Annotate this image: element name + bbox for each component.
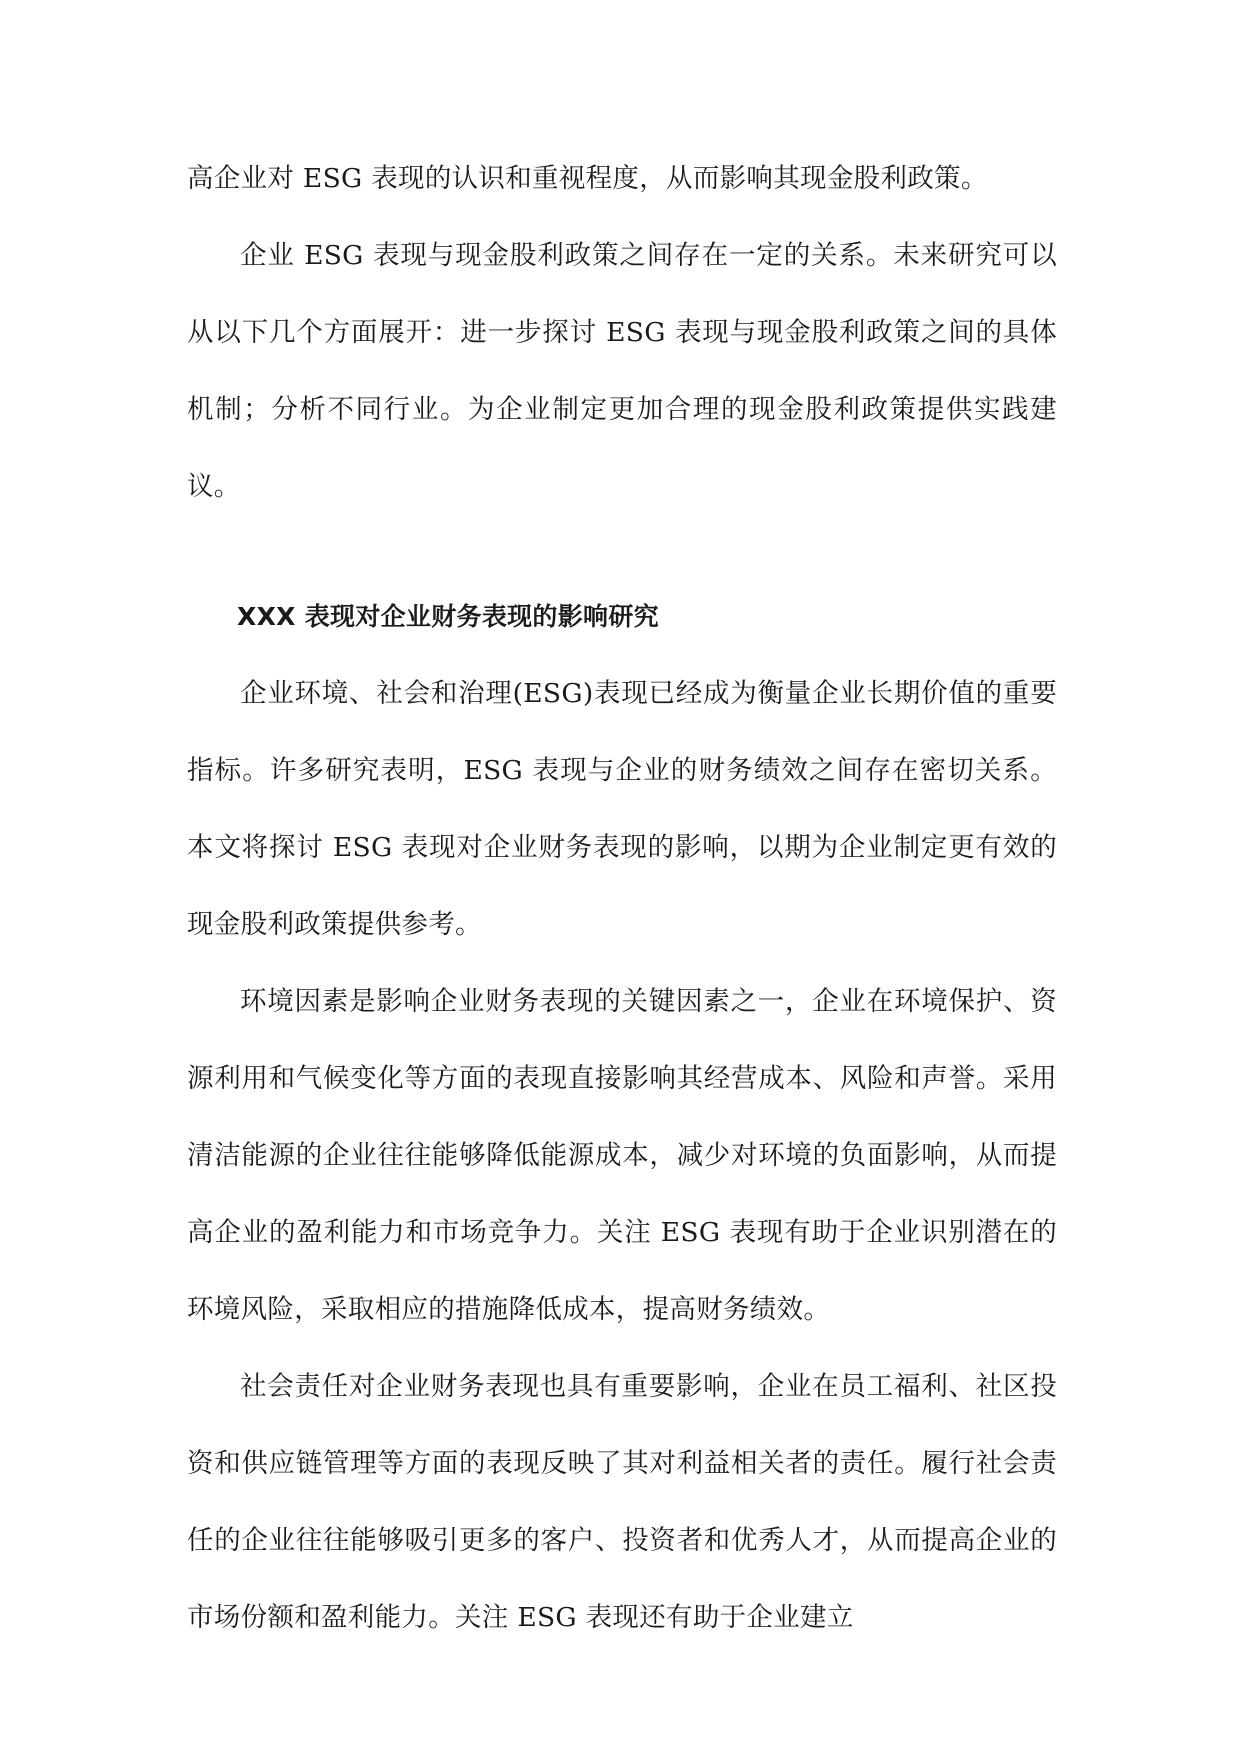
section-heading: XXX 表现对企业财务表现的影响研究: [237, 602, 659, 631]
paragraph-environmental-factors: 环境因素是影响企业财务表现的关键因素之一，企业在环境保护、资源利用和气候变化等方面的表现直接影响其经营成本、风险和声誉。采用清洁能源的企业往往能够降低能源成本，减少对环境的负面影响，从而提高企业的盈利能力和市场竞争力。关注 ESG 表现有助于企业识别潜在的环境风险，采取相应的措施降低成本，提高财务绩效。: [187, 986, 1057, 1325]
paragraph-social-responsibility: 社会责任对企业财务表现也具有重要影响，企业在员工福利、社区投资和供应链管理等方面的表现反映了其对利益相关者的责任。履行社会责任的企业往往能够吸引更多的客户、投资者和优秀人才，从而提高企业的市场份额和盈利能力。关注 ESG 表现还有助于企业建立: [187, 1371, 1057, 1633]
document-body: [187, 140, 1057, 1656]
paragraph-esg-dividend-relationship: 企业 ESG 表现与现金股利政策之间存在一定的关系。未来研究可以从以下几个方面展开：进一步探讨 ESG 表现与现金股利政策之间的具体机制；分析不同行业。为企业制定更加合理的现金股利政策提供实践建议。: [187, 240, 1057, 502]
paragraph-introduction: 企业环境、社会和治理(ESG)表现已经成为衡量企业长期价值的重要指标。许多研究表明，ESG 表现与企业的财务绩效之间存在密切关系。本文将探讨 ESG 表现对企业财务表现的影响，以期为企业制定更有效的现金股利政策提供参考。: [187, 678, 1057, 940]
paragraph-continuation: 高企业对 ESG 表现的认识和重视程度，从而影响其现金股利政策。: [187, 163, 988, 194]
